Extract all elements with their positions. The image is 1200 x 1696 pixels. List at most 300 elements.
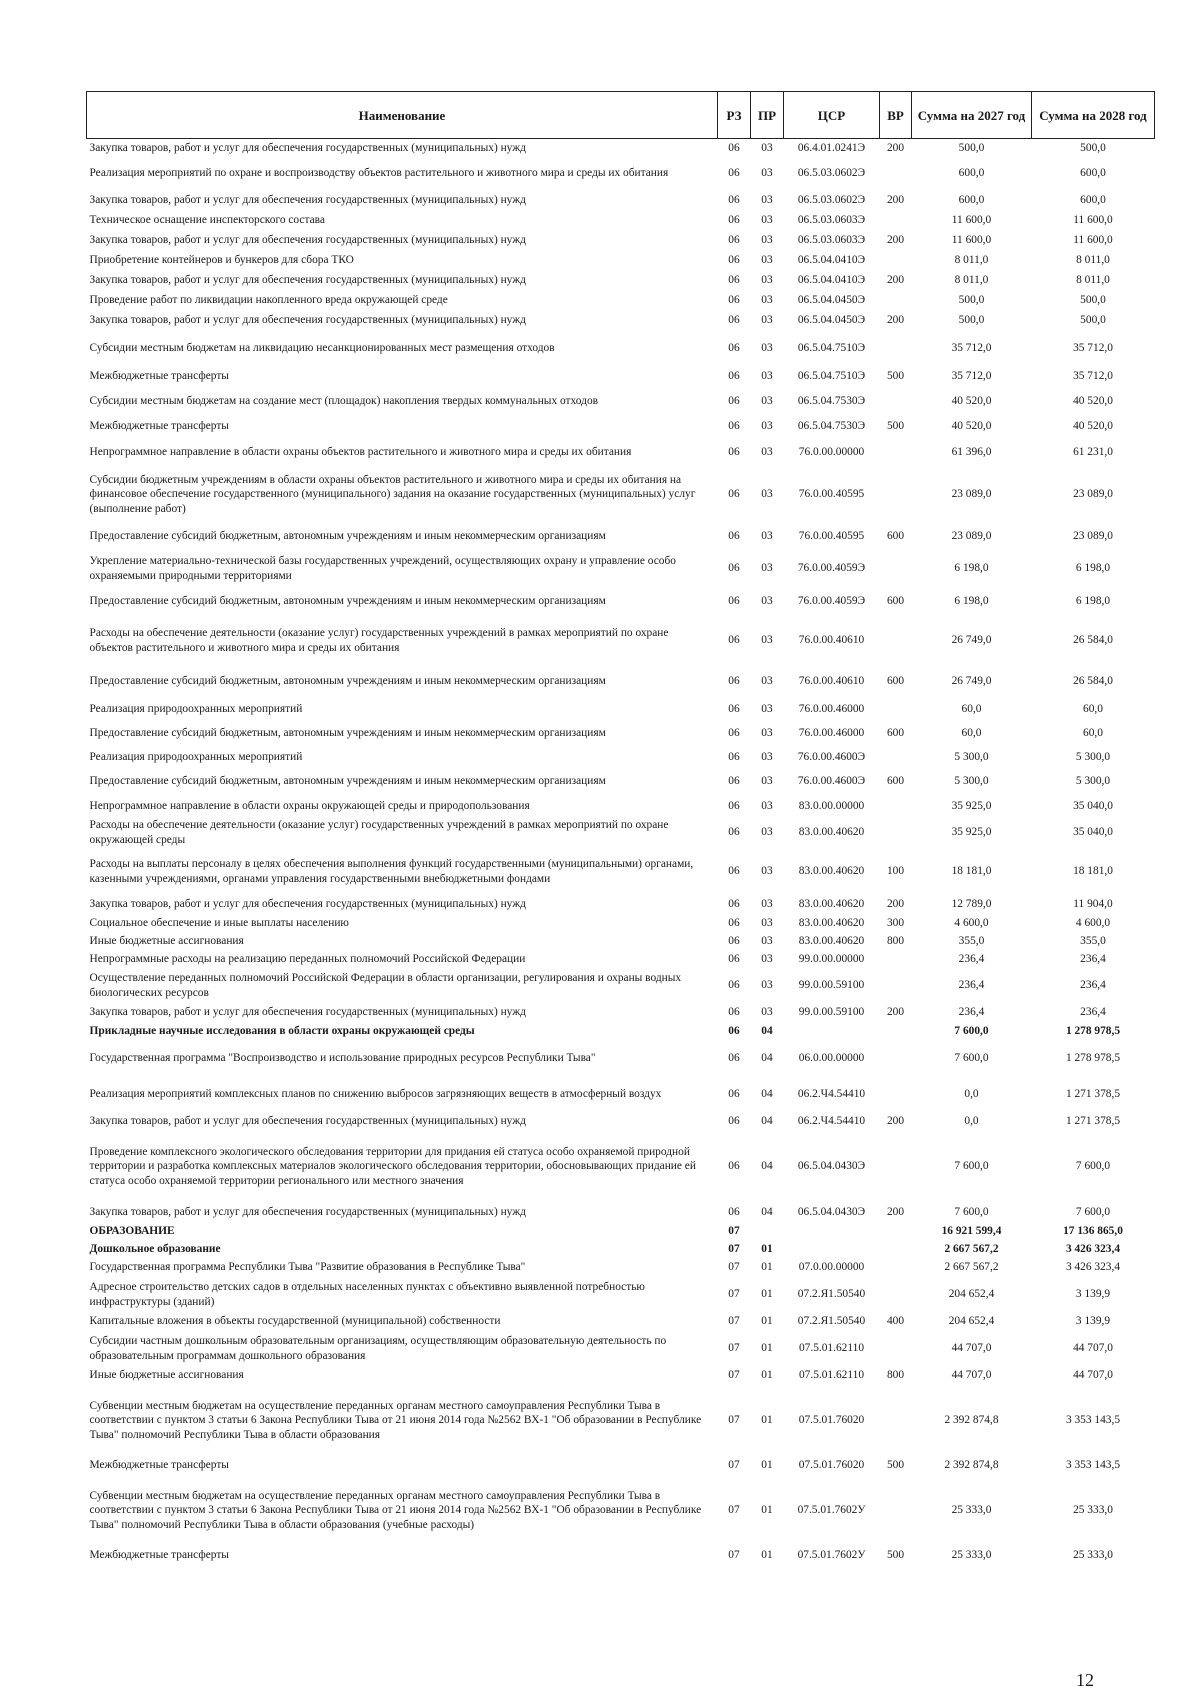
row-sum-2027: 44 707,0 (951, 1369, 992, 1382)
row-csr: 07.2.Я1.50540 (797, 1315, 866, 1328)
row-csr: 07.5.01.62110 (798, 1369, 865, 1382)
table-row (87, 915, 1155, 933)
row-rz: 07 (728, 1225, 740, 1238)
row-csr: 07.5.01.76020 (798, 1414, 865, 1427)
row-csr (784, 1241, 880, 1259)
table-row (87, 191, 1155, 211)
row-rz: 06 (728, 675, 740, 688)
row-vr (880, 1023, 912, 1041)
row-rz: 06 (728, 1052, 740, 1065)
row-sum-2028: 236,4 (1080, 979, 1106, 992)
row-rz: 07 (728, 1369, 740, 1382)
row-name: Межбюджетные трансферты (89, 1459, 229, 1472)
row-csr: 07.5.01.7602У (797, 1504, 866, 1517)
row-sum-2027: 4 600,0 (954, 917, 989, 930)
row-sum-2028: 40 520,0 (1073, 395, 1113, 408)
row-csr: 76.0.00.40610 (798, 634, 865, 647)
row-sum-2027: 6 198,0 (954, 562, 989, 575)
row-sum-2027: 2 392 874,8 (944, 1414, 999, 1427)
row-name: Закупка товаров, работ и услуг для обеспечения государственных (муниципальных) нужд (89, 1006, 526, 1019)
row-sum-2027: 16 921 599,4 (941, 1225, 1002, 1238)
row-name: Иные бюджетные ассигнования (89, 1369, 244, 1382)
row-vr: 400 (886, 1315, 905, 1328)
row-pr: 01 (761, 1342, 773, 1355)
row-name: Реализация природоохранных мероприятий (89, 751, 303, 764)
row-vr: 600 (886, 775, 905, 788)
row-pr: 04 (761, 1052, 773, 1065)
row-sum-2027: 25 333,0 (951, 1549, 992, 1562)
row-name: Иные бюджетные ассигнования (89, 935, 244, 948)
row-csr: 76.0.00.40595 (798, 530, 865, 543)
row-vr: 200 (886, 234, 905, 247)
row-sum-2028: 23 089,0 (1073, 488, 1113, 501)
row-csr: 83.0.00.40620 (798, 826, 865, 839)
row-sum-2028: 35 040,0 (1073, 800, 1113, 813)
row-name: Государственная программа "Воспроизводство и использование природных ресурсов Республики Тыва" (89, 1052, 596, 1065)
row-sum-2027: 35 712,0 (951, 370, 992, 383)
row-name: Закупка товаров, работ и услуг для обеспечения государственных (муниципальных) нужд (89, 234, 526, 247)
row-rz: 06 (728, 562, 740, 575)
header-csr: ЦСР (784, 92, 880, 139)
row-pr: 04 (761, 1088, 773, 1101)
row-pr: 03 (761, 826, 773, 839)
row-rz: 06 (728, 751, 740, 764)
row-vr: 200 (886, 194, 905, 207)
row-csr: 07.5.01.76020 (798, 1459, 865, 1472)
row-sum-2028: 236,4 (1080, 953, 1106, 966)
row-sum-2028: 3 353 143,5 (1065, 1414, 1121, 1427)
row-pr: 03 (761, 979, 773, 992)
row-sum-2027: 8 011,0 (954, 274, 989, 287)
row-vr (880, 291, 912, 311)
row-csr: 07.5.01.7602У (797, 1549, 866, 1562)
row-sum-2028: 8 011,0 (1076, 254, 1110, 267)
row-rz: 06 (728, 953, 740, 966)
row-csr: 06.4.01.0241Э (797, 141, 866, 154)
row-pr: 04 (761, 1160, 773, 1173)
row-vr (880, 1277, 912, 1313)
table-row (87, 951, 1155, 969)
row-pr: 03 (761, 446, 773, 459)
row-csr: 99.0.00.59100 (798, 979, 865, 992)
row-rz: 06 (728, 800, 740, 813)
budget-page (86, 91, 1154, 1565)
row-csr: 99.0.00.00000 (798, 953, 865, 966)
row-pr: 03 (761, 595, 773, 608)
row-name: Техническое оснащение инспекторского состава (89, 214, 325, 227)
row-name: Предоставление субсидий бюджетным, автономным учреждениям и иным некоммерческим организациям (89, 675, 606, 688)
row-sum-2027: 7 600,0 (954, 1160, 989, 1173)
row-sum-2027: 204 652,4 (948, 1315, 995, 1328)
row-csr: 76.0.00.4059Э (797, 595, 866, 608)
row-sum-2027: 5 300,0 (954, 775, 989, 788)
row-name: Предоставление субсидий бюджетным, автономным учреждениям и иным некоммерческим организациям (89, 727, 606, 740)
table-row (87, 251, 1155, 271)
row-sum-2028: 35 712,0 (1073, 342, 1113, 355)
row-csr: 76.0.00.46000 (798, 727, 865, 740)
row-vr: 600 (886, 595, 905, 608)
row-pr (751, 1223, 784, 1241)
row-name: Субвенции местным бюджетам на осуществление переданных органам местного самоуправления Республики Тыва в соответствии с пунктом 3 статьи 6 Закона Республики Тыва от 21 июня 2014 года №2562 ВХ-1 "Об образовании в Республике Тыва" полномочий Республики Тыва в области образования (89, 1400, 702, 1441)
row-vr: 600 (886, 530, 905, 543)
row-vr (880, 469, 912, 521)
row-sum-2027: 8 011,0 (954, 254, 989, 267)
table-row (87, 895, 1155, 915)
row-vr: 600 (886, 727, 905, 740)
row-csr: 07.0.00.00000 (798, 1261, 865, 1274)
row-pr: 03 (761, 898, 773, 911)
row-vr (880, 749, 912, 767)
row-sum-2028: 40 520,0 (1073, 420, 1113, 433)
row-rz: 06 (728, 979, 740, 992)
row-vr: 200 (886, 141, 905, 154)
row-rz: 06 (728, 314, 740, 327)
row-rz: 06 (728, 274, 740, 287)
table-row (87, 719, 1155, 749)
row-vr: 600 (886, 675, 905, 688)
row-sum-2028: 236,4 (1080, 1006, 1106, 1019)
row-sum-2028: 26 584,0 (1073, 634, 1113, 647)
table-row (87, 767, 1155, 797)
budget-table (86, 91, 1155, 1565)
row-pr: 03 (761, 314, 773, 327)
row-rz: 06 (728, 1115, 740, 1128)
row-csr: 06.2.Ч4.54410 (797, 1088, 866, 1101)
row-sum-2028: 35 712,0 (1073, 370, 1113, 383)
row-vr (880, 1475, 912, 1547)
row-sum-2028: 60,0 (1083, 727, 1103, 740)
table-row (87, 1547, 1155, 1565)
row-sum-2027: 23 089,0 (951, 488, 992, 501)
row-pr: 04 (761, 1115, 773, 1128)
table-row (87, 1077, 1155, 1113)
row-pr: 03 (761, 751, 773, 764)
row-sum-2028: 61 231,0 (1073, 446, 1113, 459)
row-rz: 07 (728, 1342, 740, 1355)
row-vr (880, 1223, 912, 1241)
row-sum-2028: 3 353 143,5 (1065, 1459, 1121, 1472)
row-sum-2027: 236,4 (958, 1006, 985, 1019)
table-body (87, 139, 1155, 1565)
row-pr: 03 (761, 214, 773, 227)
table-row (87, 211, 1155, 231)
row-csr: 06.5.04.0410Э (797, 274, 866, 287)
row-sum-2027: 60,0 (961, 727, 982, 740)
row-vr (880, 387, 912, 417)
row-sum-2027: 7 600,0 (954, 1052, 989, 1065)
row-name: Адресное строительство детских садов в отдельных населенных пунктах с объективно выявленной потребностью инфраструктуры (зданий) (89, 1281, 645, 1308)
row-sum-2027: 2 667 567,2 (944, 1261, 999, 1274)
row-name: Проведение работ по ликвидации накопленного вреда окружающей среде (89, 294, 448, 307)
row-name: Непрограммное направление в области охраны объектов растительного и животного мира и среды их обитания (89, 446, 632, 459)
row-vr: 500 (886, 1549, 905, 1562)
row-sum-2027: 11 600,0 (951, 234, 992, 247)
row-rz: 06 (728, 254, 740, 267)
row-rz: 06 (728, 727, 740, 740)
row-sum-2028: 5 300,0 (1075, 751, 1111, 764)
row-sum-2028: 3 139,9 (1075, 1315, 1111, 1328)
table-row (87, 701, 1155, 719)
table-row (87, 1367, 1155, 1385)
row-sum-2027: 236,4 (958, 979, 985, 992)
row-vr (880, 817, 912, 849)
header-rz: РЗ (718, 92, 751, 139)
table-row (87, 585, 1155, 619)
row-csr: 76.0.00.40610 (798, 675, 865, 688)
row-vr: 100 (886, 865, 905, 878)
row-sum-2027: 61 396,0 (951, 446, 992, 459)
row-rz: 06 (728, 917, 740, 930)
row-vr: 200 (886, 1115, 905, 1128)
table-row (87, 1385, 1155, 1457)
row-csr: 06.5.03.0603Э (797, 234, 866, 247)
row-name: Закупка товаров, работ и услуг для обеспечения государственных (муниципальных) нужд (89, 194, 526, 207)
row-vr (880, 1131, 912, 1203)
row-pr: 03 (761, 530, 773, 543)
row-rz: 06 (728, 898, 740, 911)
row-csr: 06.5.04.0430Э (797, 1160, 866, 1173)
row-csr: 76.0.00.4059Э (797, 562, 866, 575)
row-csr: 06.5.03.0602Э (797, 194, 866, 207)
row-rz: 07 (728, 1504, 740, 1517)
table-row (87, 749, 1155, 767)
row-csr: 76.0.00.40595 (798, 488, 865, 501)
table-row (87, 231, 1155, 251)
row-vr (880, 211, 912, 231)
row-name: Капитальные вложения в объекты государственной (муниципальной) собственности (89, 1315, 501, 1328)
row-vr (880, 619, 912, 663)
row-sum-2028: 1 271 378,5 (1065, 1115, 1121, 1128)
row-csr: 06.2.Ч4.54410 (797, 1115, 866, 1128)
row-sum-2028: 500,0 (1080, 314, 1106, 327)
row-vr: 500 (886, 420, 905, 433)
row-sum-2028: 5 300,0 (1075, 775, 1111, 788)
row-csr: 06.5.03.0602Э (797, 167, 866, 180)
table-row (87, 1203, 1155, 1223)
row-pr: 03 (761, 194, 773, 207)
row-name: Субсидии местным бюджетам на ликвидацию несанкционированных мест размещения отходов (89, 342, 555, 355)
table-row (87, 1457, 1155, 1475)
row-sum-2027: 7 600,0 (954, 1206, 989, 1219)
row-rz: 06 (728, 703, 740, 716)
row-name: Осуществление переданных полномочий Российской Федерации в области организации, регулирования и охраны водных биологических ресурсов (89, 972, 682, 999)
row-sum-2027: 2 667 567,2 (944, 1243, 999, 1256)
row-pr: 01 (761, 1549, 773, 1562)
row-vr: 800 (886, 935, 905, 948)
row-name: Межбюджетные трансферты (89, 1549, 229, 1562)
row-sum-2028: 355,0 (1080, 935, 1106, 948)
row-sum-2028: 600,0 (1080, 167, 1106, 180)
table-row (87, 139, 1155, 157)
row-sum-2027: 0,0 (964, 1088, 979, 1101)
row-sum-2028: 4 600,0 (1075, 917, 1111, 930)
row-csr: 06.5.04.0450Э (797, 314, 866, 327)
row-csr: 06.5.04.7530Э (797, 420, 866, 433)
row-sum-2028: 60,0 (1083, 703, 1103, 716)
row-sum-2028: 23 089,0 (1073, 530, 1113, 543)
table-row (87, 1259, 1155, 1277)
row-rz: 06 (728, 935, 740, 948)
row-name: Предоставление субсидий бюджетным, автономным учреждениям и иным некоммерческим организациям (89, 530, 606, 543)
row-csr: 07.2.Я1.50540 (797, 1288, 866, 1301)
table-row (87, 849, 1155, 895)
table-row (87, 417, 1155, 437)
row-name: Расходы на обеспечение деятельности (оказание услуг) государственных учреждений в рамках мероприятий по охране окружающей среды (89, 819, 669, 846)
header-sum-2028: Сумма на 2028 год (1032, 92, 1155, 139)
header-name: Наименование (87, 92, 718, 139)
row-sum-2027: 7 600,0 (954, 1025, 989, 1038)
row-name: Прикладные научные исследования в области охраны окружающей среды (89, 1025, 475, 1038)
row-sum-2028: 11 904,0 (1073, 898, 1113, 911)
table-row (87, 291, 1155, 311)
row-sum-2027: 60,0 (961, 703, 982, 716)
row-pr: 03 (761, 953, 773, 966)
row-sum-2027: 236,4 (958, 953, 985, 966)
row-sum-2028: 25 333,0 (1073, 1504, 1113, 1517)
row-name: Непрограммное направление в области охраны окружающей среды и природопользования (89, 800, 530, 813)
row-pr: 03 (761, 917, 773, 930)
row-rz: 06 (728, 194, 740, 207)
row-rz: 06 (728, 865, 740, 878)
table-row (87, 1331, 1155, 1367)
row-pr: 03 (761, 634, 773, 647)
table-row (87, 1241, 1155, 1259)
table-row (87, 1223, 1155, 1241)
row-rz: 06 (728, 420, 740, 433)
row-sum-2027: 35 925,0 (951, 800, 992, 813)
row-pr: 01 (761, 1369, 773, 1382)
row-rz: 06 (728, 446, 740, 459)
row-csr: 06.5.04.7510Э (797, 342, 866, 355)
table-row (87, 933, 1155, 951)
row-sum-2028: 500,0 (1080, 294, 1106, 307)
row-sum-2027: 0,0 (964, 1115, 979, 1128)
row-pr: 01 (761, 1261, 773, 1274)
row-sum-2028: 8 011,0 (1076, 274, 1110, 287)
row-name: Реализация мероприятий комплексных планов по снижению выбросов загрязняющих веществ в атмосферный воздух (89, 1088, 662, 1101)
row-name: Предоставление субсидий бюджетным, автономным учреждениям и иным некоммерческим организациям (89, 775, 606, 788)
table-row (87, 663, 1155, 701)
table-row (87, 331, 1155, 367)
row-csr: 83.0.00.40620 (798, 917, 865, 930)
row-name: Непрограммные расходы на реализацию переданных полномочий Российской Федерации (89, 953, 526, 966)
row-rz: 06 (728, 395, 740, 408)
row-csr: 99.0.00.59100 (798, 1006, 865, 1019)
row-vr (880, 251, 912, 271)
row-vr (880, 1331, 912, 1367)
row-pr: 03 (761, 395, 773, 408)
page-number: 12 (1076, 1670, 1094, 1690)
row-sum-2028: 600,0 (1080, 194, 1106, 207)
row-rz: 06 (728, 1206, 740, 1219)
row-name: Предоставление субсидий бюджетным, автономным учреждениям и иным некоммерческим организациям (89, 595, 606, 608)
row-sum-2028: 18 181,0 (1073, 865, 1113, 878)
row-pr: 03 (761, 675, 773, 688)
row-pr: 01 (761, 1243, 773, 1256)
table-row (87, 271, 1155, 291)
row-rz: 06 (728, 141, 740, 154)
row-pr: 01 (761, 1459, 773, 1472)
row-csr: 83.0.00.40620 (798, 898, 865, 911)
row-rz: 06 (728, 530, 740, 543)
row-vr: 500 (886, 1459, 905, 1472)
row-vr (880, 951, 912, 969)
row-sum-2028: 35 040,0 (1073, 826, 1113, 839)
row-sum-2028: 7 600,0 (1075, 1206, 1111, 1219)
row-pr: 04 (761, 1025, 773, 1038)
row-vr (880, 701, 912, 719)
row-sum-2027: 26 749,0 (951, 675, 992, 688)
row-sum-2028: 11 600,0 (1073, 214, 1113, 227)
row-sum-2027: 500,0 (958, 141, 985, 154)
row-csr: 83.0.00.40620 (798, 865, 865, 878)
row-pr: 03 (761, 167, 773, 180)
row-vr (880, 1041, 912, 1077)
row-pr: 03 (761, 294, 773, 307)
row-vr: 200 (886, 1206, 905, 1219)
row-rz: 07 (728, 1243, 740, 1256)
row-rz: 07 (728, 1315, 740, 1328)
row-name: Закупка товаров, работ и услуг для обеспечения государственных (муниципальных) нужд (89, 1115, 526, 1128)
row-vr: 300 (886, 917, 905, 930)
row-vr: 200 (886, 314, 905, 327)
row-sum-2027: 11 600,0 (951, 214, 992, 227)
row-sum-2027: 2 392 874,8 (944, 1459, 999, 1472)
row-csr: 76.0.00.00000 (798, 446, 865, 459)
row-vr (880, 1077, 912, 1113)
row-name: Реализация мероприятий по охране и воспроизводству объектов растительного и животного мира и среды их обитания (89, 167, 669, 180)
row-sum-2028: 26 584,0 (1073, 675, 1113, 688)
row-vr: 500 (886, 370, 905, 383)
row-csr (784, 1223, 880, 1241)
row-name: Субсидии местным бюджетам на создание мест (площадок) накопления твердых коммунальных отходов (89, 395, 599, 408)
row-csr: 06.5.04.7510Э (797, 370, 866, 383)
row-sum-2028: 1 278 978,5 (1065, 1052, 1121, 1065)
header-pr: ПР (751, 92, 784, 139)
row-vr: 200 (886, 1006, 905, 1019)
row-pr: 01 (761, 1504, 773, 1517)
table-row (87, 437, 1155, 469)
row-pr: 03 (761, 274, 773, 287)
row-sum-2028: 3 426 323,4 (1065, 1261, 1121, 1274)
row-pr: 03 (761, 254, 773, 267)
row-name: ОБРАЗОВАНИЕ (89, 1225, 175, 1238)
row-csr: 76.0.00.46000 (798, 703, 865, 716)
row-rz: 07 (728, 1261, 740, 1274)
row-sum-2027: 23 089,0 (951, 530, 992, 543)
row-csr: 06.5.04.0410Э (797, 254, 866, 267)
row-rz: 07 (728, 1414, 740, 1427)
row-sum-2027: 5 300,0 (954, 751, 989, 764)
row-name: Проведение комплексного экологического обследования территории для придания ей статуса особо охраняемой природной территории и разработка комплексных материалов экологического обследования территории, обосновывающих придание ей статуса особо охраняемой территории регионального или местного значения (89, 1146, 696, 1187)
row-csr: 06.5.04.0430Э (797, 1206, 866, 1219)
table-row (87, 817, 1155, 849)
row-rz: 06 (728, 1025, 740, 1038)
row-name: Приобретение контейнеров и бункеров для сбора ТКО (89, 254, 354, 267)
row-csr: 76.0.00.4600Э (797, 751, 866, 764)
table-row (87, 1475, 1155, 1547)
row-rz: 06 (728, 234, 740, 247)
row-rz: 06 (728, 1088, 740, 1101)
row-name: Межбюджетные трансферты (89, 370, 229, 383)
table-row (87, 367, 1155, 387)
row-sum-2028: 17 136 865,0 (1063, 1225, 1123, 1238)
row-sum-2027: 6 198,0 (954, 595, 989, 608)
row-pr: 03 (761, 420, 773, 433)
row-rz: 06 (728, 370, 740, 383)
row-rz: 06 (728, 595, 740, 608)
row-vr (880, 553, 912, 585)
